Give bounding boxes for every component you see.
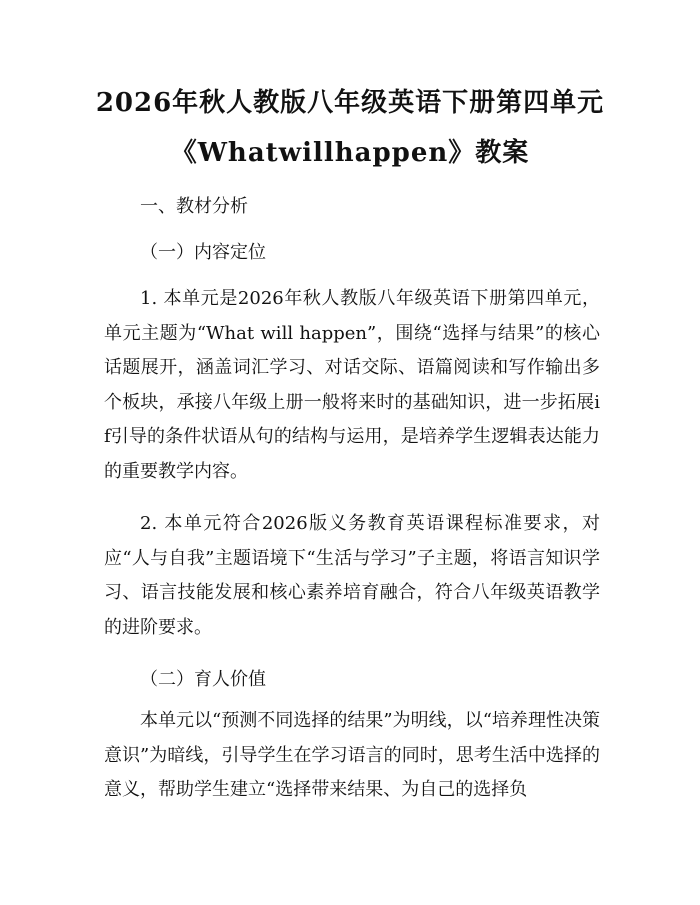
paragraph-educational-value: 本单元以“预测不同选择的结果”为明线，以“培养理性决策意识”为暗线，引导学生在学习语言的同时，思考生活中选择的意义，帮助学生建立“选择带来结果、为自己的选择负: [104, 710, 600, 800]
document-title-line2: 《Whatwillhappen》教案: [170, 138, 530, 168]
paragraph-unit-overview: 1. 本单元是2026年秋人教版八年级英语下册第四单元，单元主题为“What will happen”，围绕“选择与结果”的核心话题展开，涵盖词汇学习、对话交际、语篇阅读和写作输出多个板块，承接八年级上册一般将来时的基础知识，进一步拓展if引导的条件状语从句的结构与运用，是培养学生逻辑表达能力的重要教学内容。: [104, 288, 600, 482]
section-heading-textbook-analysis: 一、教材分析: [140, 196, 248, 217]
subsection-heading-content-positioning: （一）内容定位: [140, 242, 266, 263]
subsection-heading-educational-value: （二）育人价值: [140, 669, 266, 690]
document-title-line1: 2026年秋人教版八年级英语下册第四单元: [95, 88, 605, 118]
paragraph-curriculum-standard: 2. 本单元符合2026版义务教育英语课程标准要求，对应“人与自我”主题语境下“生活与学习”子主题，将语言知识学习、语言技能发展和核心素养培育融合，符合八年级英语教学的进阶要求。: [104, 513, 600, 638]
